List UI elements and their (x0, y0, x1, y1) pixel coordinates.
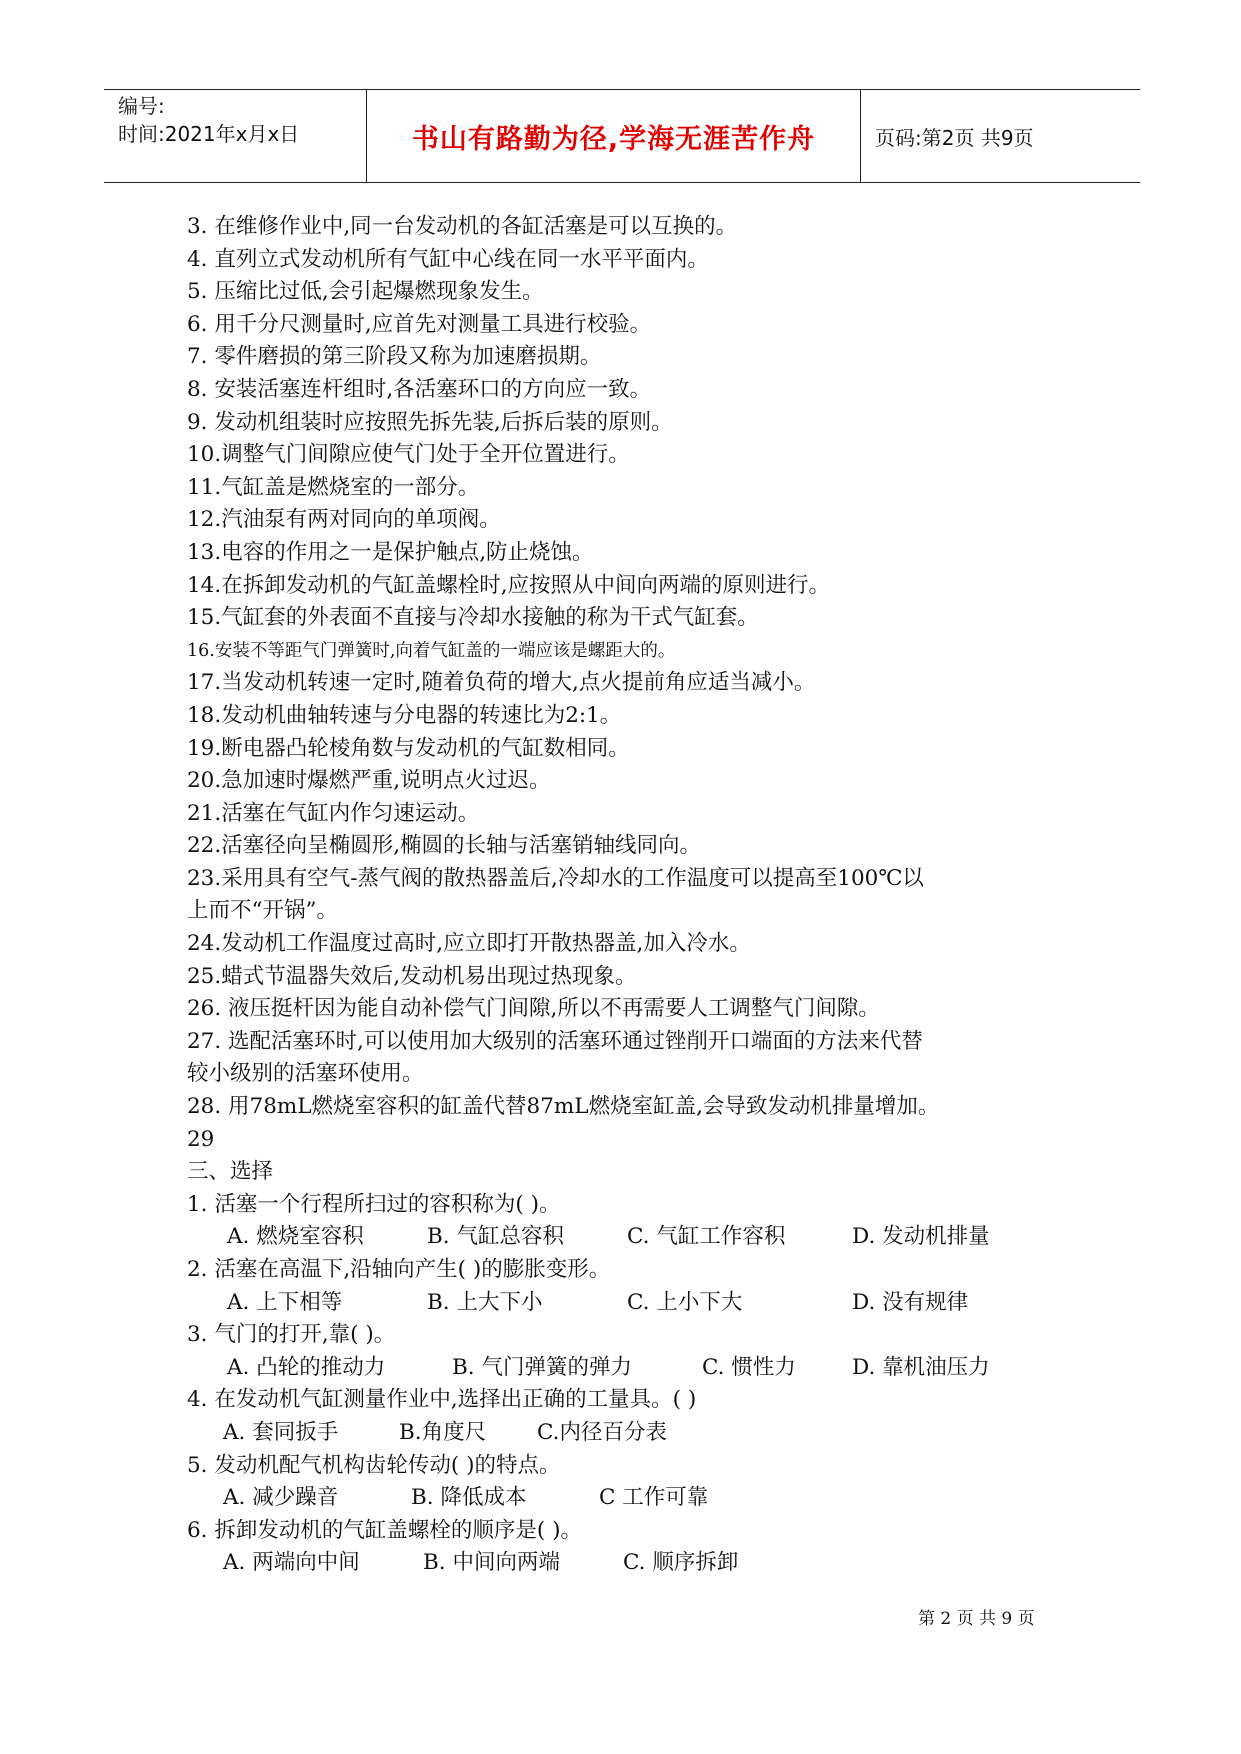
header-motto-cell (367, 90, 861, 182)
option: B. 上大下小 (427, 1289, 543, 1315)
option: A. 凸轮的推动力 (227, 1354, 386, 1380)
tf-item: 21.活塞在气缸内作匀速运动。 (187, 800, 480, 826)
tf-item: 17.当发动机转速一定时,随着负荷的增大,点火提前角应适当减小。 (187, 670, 816, 696)
option: A. 两端向中间 (223, 1550, 360, 1576)
option: A. 减少躁音 (223, 1485, 339, 1511)
tf-item: 22.活塞径向呈椭圆形,椭圆的长轴与活塞销轴线同向。 (187, 833, 702, 859)
option: A. 燃烧室容积 (227, 1224, 364, 1250)
tf-item: 4. 直列立式发动机所有气缸中心线在同一水平平面内。 (187, 246, 709, 272)
option: C.内径百分表 (537, 1419, 668, 1445)
question: 1. 活塞一个行程所扫过的容积称为( )。 (187, 1191, 561, 1217)
tf-item: 3. 在维修作业中,同一台发动机的各缸活塞是可以互换的。 (187, 214, 738, 239)
tf-item: 20.急加速时爆燃严重,说明点火过迟。 (187, 768, 551, 794)
tf-item: 5. 压缩比过低,会引起爆燃现象发生。 (187, 279, 544, 305)
tf-item: 25.蜡式节温器失效后,发动机易出现过热现象。 (187, 963, 637, 989)
tf-item: 28. 用78mL燃烧室容积的缸盖代替87mL燃烧室缸盖,会导致发动机排量增加。 (187, 1094, 940, 1120)
question: 4. 在发动机气缸测量作业中,选择出正确的工量具。( ) (187, 1387, 697, 1413)
document-time-label: 时间:2021年x月x日 (118, 122, 300, 146)
section-title: 三、选择 (187, 1159, 274, 1185)
option: C 工作可靠 (599, 1485, 709, 1511)
tf-item: 24.发动机工作温度过高时,应立即打开散热器盖,加入冷水。 (187, 931, 751, 957)
option: D. 没有规律 (852, 1289, 969, 1315)
tf-item: 9. 发动机组装时应按照先拆先装,后拆后装的原则。 (187, 409, 673, 435)
option: D. 靠机油压力 (852, 1354, 990, 1380)
tf-item: 8. 安装活塞连杆组时,各活塞环口的方向应一致。 (187, 376, 652, 402)
document-body (187, 211, 1077, 1580)
tf-item: 6. 用千分尺测量时,应首先对测量工具进行校验。 (187, 311, 652, 337)
tf-item: 13.电容的作用之一是保护触点,防止烧蚀。 (187, 539, 594, 565)
option: B. 中间向两端 (423, 1550, 560, 1576)
header-page-info: 页码:第2页 共9页 (875, 125, 1034, 150)
option: B. 气门弹簧的弹力 (452, 1354, 632, 1380)
tf-item-continuation: 较小级别的活塞环使用。 (187, 1061, 424, 1087)
tf-item: 29 (187, 1126, 215, 1152)
option: A. 上下相等 (227, 1289, 343, 1315)
question: 3. 气门的打开,靠( )。 (187, 1322, 396, 1348)
option: B. 气缸总容积 (427, 1224, 564, 1250)
option: B. 降低成本 (411, 1485, 527, 1511)
tf-item: 16.安装不等距气门弹簧时,向着气缸盖的一端应该是螺距大的。 (187, 640, 676, 661)
option: A. 套同扳手 (223, 1419, 339, 1445)
question: 6. 拆卸发动机的气缸盖螺栓的顺序是( )。 (187, 1517, 582, 1543)
question: 5. 发动机配气机构齿轮传动( )的特点。 (187, 1452, 561, 1478)
tf-item: 23.采用具有空气-蒸气阀的散热器盖后,冷却水的工作温度可以提高至100℃以 (187, 865, 924, 891)
tf-item: 14.在拆卸发动机的气缸盖螺栓时,应按照从中间向两端的原则进行。 (187, 572, 831, 598)
question-options (187, 1221, 1077, 1254)
option: C. 气缸工作容积 (627, 1224, 786, 1250)
header-left-cell (104, 90, 367, 182)
question-options (187, 1352, 1077, 1385)
page-header (104, 89, 1140, 183)
option: B.角度尺 (399, 1419, 487, 1445)
tf-item: 19.断电器凸轮棱角数与发动机的气缸数相同。 (187, 735, 630, 761)
option: C. 上小下大 (627, 1289, 743, 1315)
question: 2. 活塞在高温下,沿轴向产生( )的膨胀变形。 (187, 1257, 611, 1282)
tf-item: 10.调整气门间隙应使气门处于全开位置进行。 (187, 442, 630, 468)
option: C. 惯性力 (702, 1354, 796, 1380)
question-options (187, 1417, 1077, 1450)
tf-item: 15.气缸套的外表面不直接与冷却水接触的称为干式气缸套。 (187, 605, 759, 631)
tf-item-continuation: 上而不“开锅”。 (187, 898, 338, 924)
question-options (187, 1482, 1077, 1515)
header-page-cell (861, 90, 1140, 182)
tf-item: 12.汽油泵有两对同向的单项阀。 (187, 507, 501, 533)
tf-item: 11.气缸盖是燃烧室的一部分。 (187, 474, 480, 500)
tf-item: 7. 零件磨损的第三阶段又称为加速磨损期。 (187, 344, 602, 370)
tf-item: 27. 选配活塞环时,可以使用加大级别的活塞环通过锉削开口端面的方法来代替 (187, 1028, 923, 1054)
tf-item: 18.发动机曲轴转速与分电器的转速比为2:1。 (187, 702, 622, 728)
question-options (187, 1287, 1077, 1320)
page-footer: 第 2 页 共 9 页 (918, 1609, 1035, 1629)
option: D. 发动机排量 (852, 1224, 990, 1250)
document-number-label: 编号: (118, 94, 165, 118)
motto-text: 书山有路勤为径,学海无涯苦作舟 (411, 123, 816, 155)
question-options (187, 1547, 1077, 1580)
tf-item: 26. 液压挺杆因为能自动补偿气门间隙,所以不再需要人工调整气门间隙。 (187, 996, 880, 1022)
option: C. 顺序拆卸 (623, 1550, 739, 1576)
